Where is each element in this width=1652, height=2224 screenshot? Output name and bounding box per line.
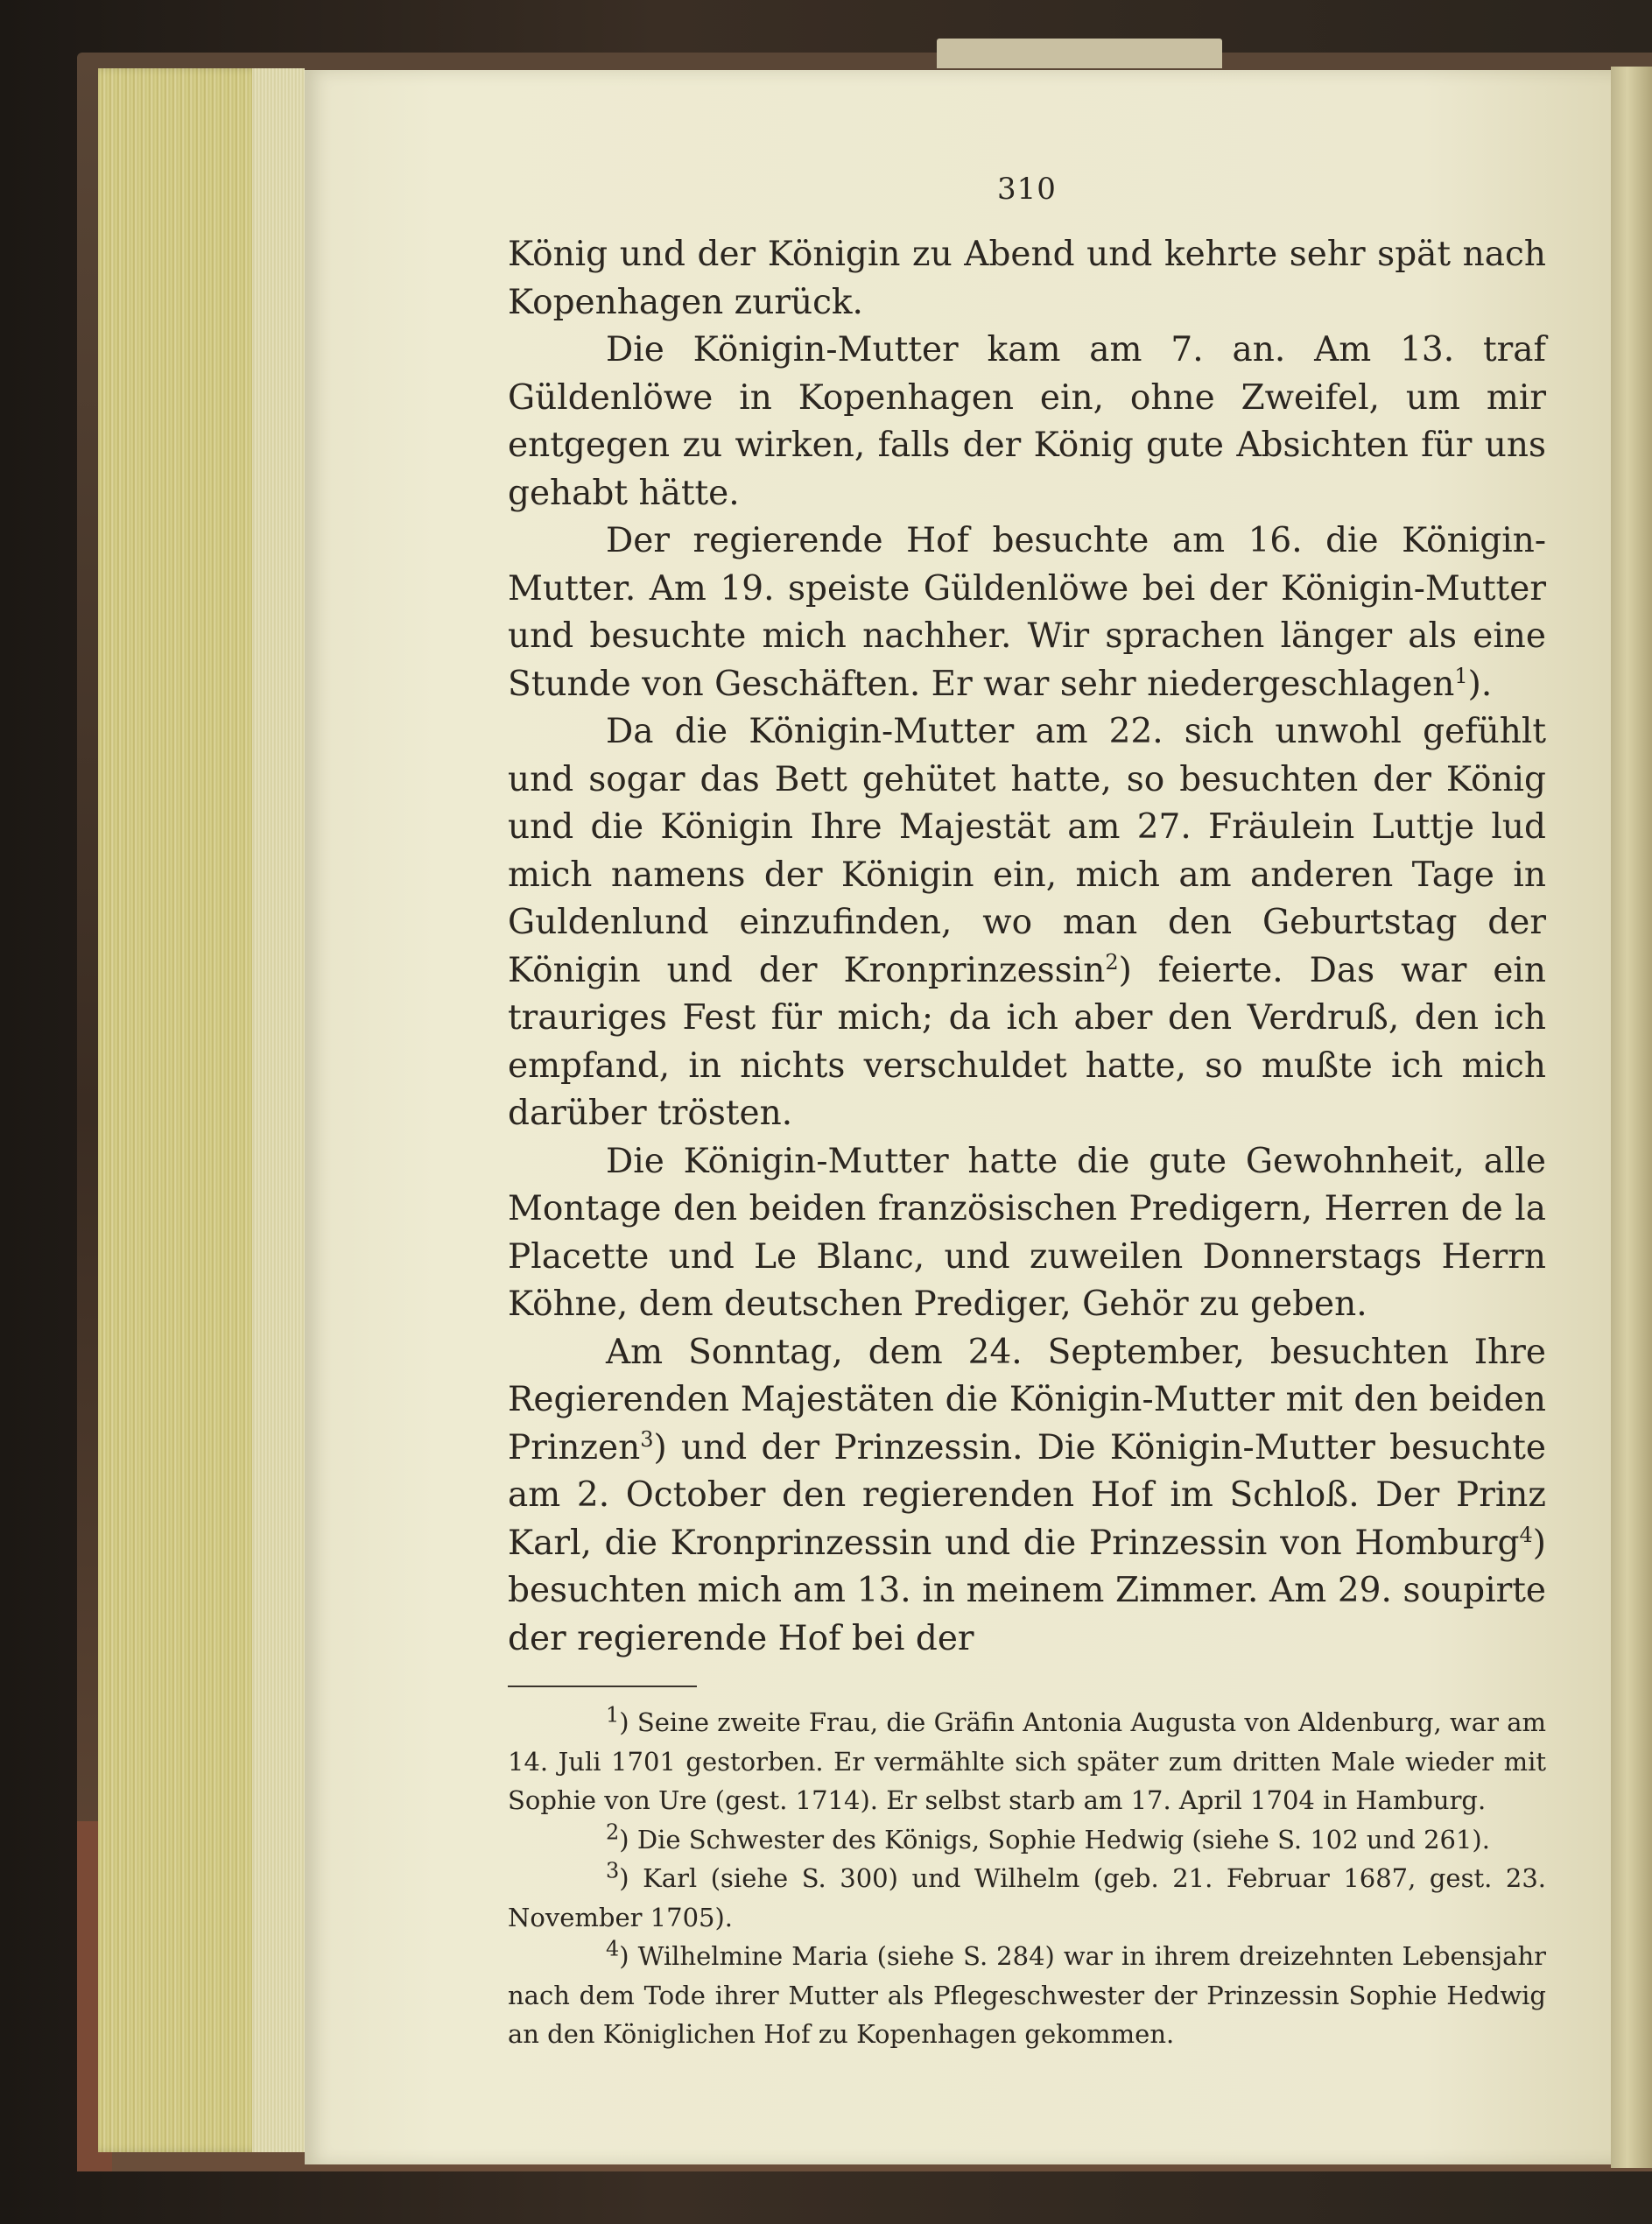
paragraph-text: ) und der Prinzessin. Die Königin-Mutter besuchte am 2. October den regierenden Hof im Schloß. xyxy=(508,1427,1546,1515)
page-content xyxy=(508,172,1546,2054)
page-number: 310 xyxy=(997,172,1057,207)
footnote-mark: 4 xyxy=(606,1936,620,1961)
paragraph-text: Die Königin-Mutter kam am 7. an. Am 13. traf Güldenlöwe in Kopenhagen ein, ohne Zweifel, um mir entgegen zu wirken, falls der König gute Absichten für uns gehabt hätte. xyxy=(508,330,1546,513)
paragraph xyxy=(508,327,1546,517)
paragraph-text: Die Königin-Mutter hatte die gute Gewohnheit, alle Montage den beiden französischen Predigern, Herren de la Placette und Le Blanc, und zuweilen Donnerstags Herrn Köhne, dem deutschen Prediger, Gehör zu geben. xyxy=(508,1141,1546,1324)
page-edges xyxy=(98,68,305,2152)
footnote xyxy=(508,1859,1546,1937)
footnote-text: ) Wilhelmine Maria (siehe S. 284) war in ihrem dreizehnten Lebensjahr nach dem Tode ihrer Mutter als Pflegeschwester der Prinzessin Sophie Hedwig an den Königlichen Hof zu Kopenhagen gekommen. xyxy=(508,1941,1546,2049)
footnote-mark: 2 xyxy=(606,1819,620,1844)
footnote-text: ) Karl (siehe S. 300) und Wilhelm (geb. 21. Februar 1687, gest. 23. November 1705). xyxy=(508,1863,1546,1932)
footnote-text: ) Seine zweite Frau, die Gräfin Antonia Augusta von Aldenburg, war am 14. Juli 1701 gestorben. Er vermählte sich später zum dritten Male wieder mit Sophie von Ure (gest. 1714). Er selbst starb am 17. April 1704 in Hamburg. xyxy=(508,1707,1546,1815)
page-gutter xyxy=(1611,67,1652,2168)
paragraph-text: Der Prinz Karl, die Kronprinzessin und die Prinzessin von Homburg xyxy=(508,1475,1546,1563)
footnote-text: ) Die Schwester des Königs, Sophie Hedwig (siehe S. 102 und 261). xyxy=(619,1824,1490,1855)
footnote-mark: 1 xyxy=(606,1702,620,1728)
paragraph xyxy=(508,1138,1546,1329)
paragraph xyxy=(508,1329,1546,1664)
paragraph xyxy=(508,517,1546,708)
footnote-divider xyxy=(508,1686,697,1687)
paragraph-text: Da die Königin-Mutter am 22. sich unwohl gefühlt und sogar das Bett gehütet hatte, so besuchten der König und die Königin Ihre Majestät am 27. Fräulein Luttje lud mich namens der Königin ein, mich am anderen Tage in Guldenlund einzufinden, wo man den Geburtstag der Königin und der Kronprinzessin xyxy=(508,712,1546,990)
paragraph-text: ) feierte. Das war ein trauriges Fest für mich; da ich aber den Verdruß, den ich empfand, in nichts verschuldet hatte, so mußte ich mich darüber trösten. xyxy=(508,950,1546,1133)
paragraph-text: Am Sonntag, dem 24. September, besuchten Ihre Regierenden Majestäten die Königin-Mutter mit den beiden Prinzen xyxy=(508,1332,1546,1467)
footnote xyxy=(508,1820,1546,1860)
footnote xyxy=(508,1937,1546,2054)
footnote-ref: 2 xyxy=(1105,949,1119,975)
footnote-ref: 4 xyxy=(1519,1522,1533,1547)
footnote xyxy=(508,1703,1546,1820)
bookmark-strip xyxy=(937,39,1222,68)
paragraph-text: ). xyxy=(1467,664,1493,704)
paragraph-text: Der regierende Hof besuchte am 16. die Königin-Mutter. Am 19. speiste Güldenlöwe bei der Königin-Mutter und besuchte mich nachher. Wir sprachen länger als eine Stunde von Geschäften. Er war sehr niedergeschlagen xyxy=(508,521,1546,704)
footnote-mark: 3 xyxy=(606,1858,620,1883)
paragraph-text: König und der Königin zu Abend und kehrte sehr spät nach Kopenhagen zurück. xyxy=(508,235,1546,322)
paragraph-text: ) besuchten mich am 13. in meinem Zimmer. Am 29. soupirte der regierende Hof bei der xyxy=(508,1523,1546,1658)
footnote-ref: 3 xyxy=(640,1426,654,1452)
paragraph xyxy=(508,231,1546,327)
footnote-ref: 1 xyxy=(1454,663,1468,688)
paragraph xyxy=(508,708,1546,1138)
